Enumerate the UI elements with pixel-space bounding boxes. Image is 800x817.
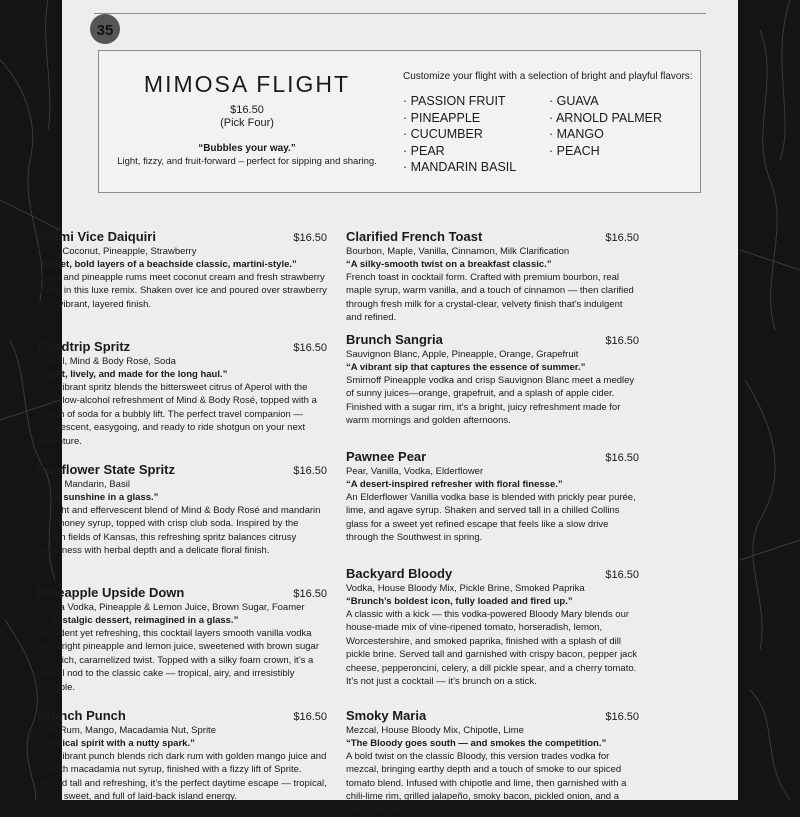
- item-name: Pawnee Pear: [346, 449, 427, 464]
- flight-price: $16.50: [230, 104, 264, 116]
- flavor-item: · GUAVA: [549, 94, 689, 110]
- item-header: [346, 566, 639, 581]
- top-divider: [94, 13, 706, 14]
- flight-intro: Customize your flight with a selection of bright and playful flavors:: [403, 71, 693, 82]
- item-tagline: “Brunch’s boldest icon, fully loaded and fired up.”: [346, 596, 573, 607]
- item-name: Roadtrip Spritz: [37, 339, 131, 354]
- item-price: $16.50: [605, 452, 639, 464]
- item-name: Brunch Punch: [37, 708, 126, 723]
- item-header: [346, 229, 639, 244]
- item-price: $16.50: [293, 232, 327, 244]
- item-description: Smirnoff Pineapple vodka and crisp Sauvignon Blanc meet a medley of sunny juices—orange, grapefruit, and a splash of apple cider. Finished with a sugar rim, it’s a bright, juicy refreshment made for warm mornings and golden afternoons.: [346, 375, 635, 427]
- item-description: This vibrant punch blends rich dark rum with golden mango juice and smooth macadamia nut syrup, finished with a fizzy lift of Sprite. Served tall and refreshing, it’s the perfect daytime escape — tropical, lightly sweet, and full of laid-back island energy.: [37, 751, 327, 803]
- item-header: [37, 229, 327, 244]
- item-header: [37, 462, 327, 477]
- item-name: Backyard Bloody: [346, 566, 453, 581]
- item-name: Brunch Sangria: [346, 332, 443, 347]
- flight-flavors: [403, 71, 693, 176]
- item-description: A bold twist on the classic Bloody, this version trades vodka for mezcal, bringing earthy depth and a touch of smoke to our spiced tomato blend. Infused with chipotle and lime, then garnished with a chili-lime rim, grilled jalapeño, smoky bacon, pickled onion, and a wedge of lime.: [346, 751, 627, 816]
- menu-item: [37, 339, 327, 448]
- item-header: [37, 339, 327, 354]
- menu-item: [37, 585, 327, 694]
- flavor-item: · PEACH: [549, 144, 689, 160]
- item-ingredients: Vodka, House Bloody Mix, Pickle Brine, Smoked Paprika: [346, 583, 585, 594]
- item-header: [346, 708, 639, 723]
- flavor-item: · MANGO: [549, 127, 689, 143]
- item-ingredients: Pear, Vanilla, Vodka, Elderflower: [346, 466, 484, 477]
- item-ingredients: Aperol, Mind & Body Rosé, Soda: [37, 356, 176, 367]
- item-description: This vibrant spritz blends the bittersweet citrus of Aperol with the crisp, low-alcohol refreshment of Mind & Body Rosé, topped with a splash of soda for a bubbly lift. The perfect travel companion — effervescent, easygoing, and ready to ride shotgun on your next adventure.: [37, 382, 317, 447]
- item-description: Decadent yet refreshing, this cocktail layers smooth vanilla vodka with bright pineapple and lemon juice, sweetened with brown sugar for a rich, caramelized twist. Topped with a silky foam crown, it’s a playful nod to the classic cake — tropical, airy, and irresistibly sippable.: [37, 628, 320, 693]
- flavor-item: · PASSION FRUIT: [403, 94, 549, 110]
- menu-item: [37, 229, 327, 311]
- item-tagline: “Light, lively, and made for the long haul.”: [37, 369, 228, 380]
- flight-summary: [115, 71, 379, 167]
- item-price: $16.50: [293, 465, 327, 477]
- item-name: Smoky Maria: [346, 708, 427, 723]
- item-name: Pineapple Upside Down: [37, 585, 185, 600]
- flavor-item: · CUCUMBER: [403, 127, 549, 143]
- item-price: $16.50: [293, 342, 327, 354]
- flavor-item: · ARNOLD PALMER: [549, 111, 689, 127]
- flight-description: Light, fizzy, and fruit-forward – perfect for sipping and sharing.: [117, 156, 377, 167]
- item-tagline: “A desert-inspired refresher with floral finesse.”: [346, 479, 563, 490]
- menu-item: [346, 332, 639, 428]
- item-tagline: “A nostalgic dessert, reimagined in a glass.”: [37, 615, 239, 626]
- item-tagline: “Tropical spirit with a nutty spark.”: [37, 738, 195, 749]
- item-description: An Elderflower Vanilla vodka base is blended with prickly pear purée, lime, and agave syrup. Shaken and served tall in a chilled Collins glass for a sweet yet refined escape that feels like a slow drive through the Southwest in spring.: [346, 492, 636, 544]
- item-tagline: “A vibrant sip that captures the essence of summer.”: [346, 362, 586, 373]
- item-price: $16.50: [605, 335, 639, 347]
- menu-item: [346, 566, 639, 688]
- item-header: [37, 585, 327, 600]
- item-description: Silver and pineapple rums meet coconut cream and fresh strawberry purée in this luxe remix. Shaken over ice and poured over strawberry for a vibrant, layered finish.: [37, 272, 327, 310]
- item-ingredients: Vanilla Vodka, Pineapple & Lemon Juice, Brown Sugar, Foamer: [37, 602, 305, 613]
- item-ingredients: Rosé, Mandarin, Basil: [37, 479, 130, 490]
- item-price: $16.50: [605, 711, 639, 723]
- menu-item: [346, 708, 639, 817]
- item-ingredients: Bourbon, Maple, Vanilla, Cinnamon, Milk Clarification: [346, 246, 570, 257]
- item-name: Clarified French Toast: [346, 229, 483, 244]
- item-ingredients: Rum, Coconut, Pineapple, Strawberry: [37, 246, 197, 257]
- item-description: A classic with a kick — this vodka-powered Bloody Mary blends our house-made mix of vine-ripened tomato, horseradish, lemon, Worcestershire, and smoked paprika, finished with a splash of dill pickle brine. Served tall and garnished with crispy bacon, pepper jack cheese, pepperoncini, celery, a dill pickle spear, and a cherry tomato. It’s not just a cocktail — it’s brunch on a stick.: [346, 609, 637, 688]
- flavor-item: · MANDARIN BASIL: [403, 160, 549, 176]
- item-name: Sunflower State Spritz: [37, 462, 175, 477]
- item-description: French toast in cocktail form. Crafted with premium bourbon, real maple syrup, warm vanilla, and a touch of cinnamon — then clarified through fresh milk for a crystal-clear, velvety finish that’s indulgent and refined.: [346, 272, 634, 324]
- item-price: $16.50: [293, 588, 327, 600]
- flavor-list: [403, 94, 693, 176]
- item-description: A bright and effervescent blend of Mind & Body Rosé and mandarin basil honey syrup, topped with crisp club soda. Inspired by the golden fields of Kansas, this refreshing spritz balances citrusy sweetness with herbal depth and a delicate floral finish.: [37, 505, 321, 557]
- item-tagline: “The Bloody goes south — and smokes the competition.”: [346, 738, 607, 749]
- flight-note: (Pick Four): [220, 117, 274, 129]
- item-header: [37, 708, 327, 723]
- item-ingredients: Mezcal, House Bloody Mix, Chipotle, Lime: [346, 725, 524, 736]
- item-name: Miami Vice Daiquiri: [37, 229, 156, 244]
- menu-item: [37, 708, 327, 804]
- item-price: $16.50: [293, 711, 327, 723]
- menu-item: [346, 449, 639, 545]
- menu-item: [37, 462, 327, 558]
- mimosa-flight-box: [98, 50, 701, 193]
- item-header: [346, 332, 639, 347]
- item-tagline: “Sweet, bold layers of a beachside classic, martini-style.”: [37, 259, 297, 270]
- flight-tagline: “Bubbles your way.”: [198, 143, 296, 154]
- menu-item: [346, 229, 639, 325]
- item-header: [346, 449, 639, 464]
- logo-icon: [88, 12, 122, 46]
- item-price: $16.50: [605, 569, 639, 581]
- item-tagline: “A silky-smooth twist on a breakfast classic.”: [346, 259, 552, 270]
- item-tagline: “Like sunshine in a glass.”: [37, 492, 159, 503]
- item-price: $16.50: [605, 232, 639, 244]
- flavor-item: · PINEAPPLE: [403, 111, 549, 127]
- flight-title: MIMOSA FLIGHT: [143, 71, 351, 97]
- flavor-item: · PEAR: [403, 144, 549, 160]
- item-ingredients: Dark Rum, Mango, Macadamia Nut, Sprite: [37, 725, 216, 736]
- item-ingredients: Sauvignon Blanc, Apple, Pineapple, Orange, Grapefruit: [346, 349, 579, 360]
- svg-text:35: 35: [96, 22, 114, 39]
